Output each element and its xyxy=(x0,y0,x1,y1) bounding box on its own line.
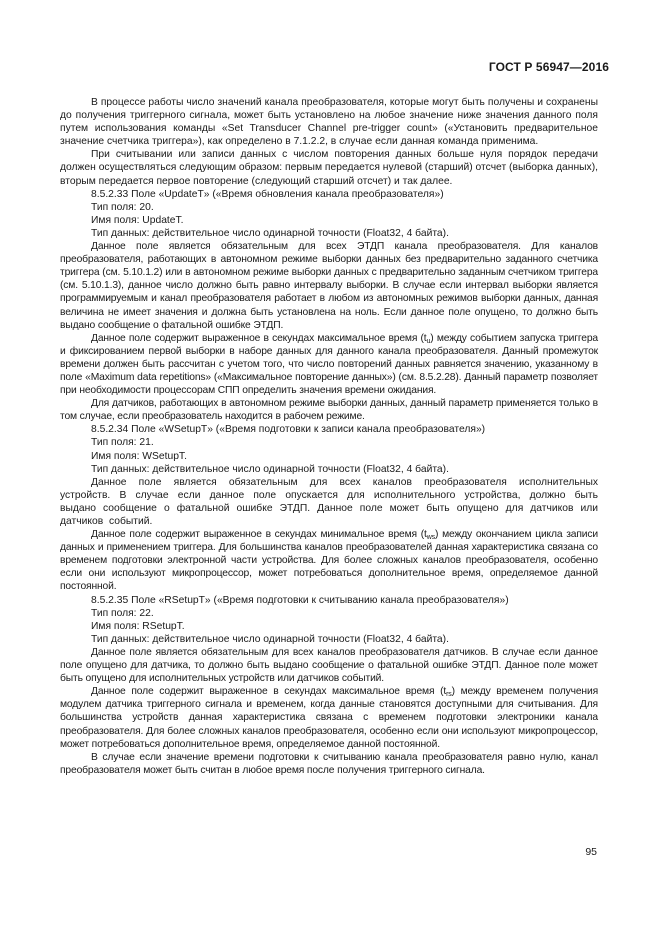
wsetupt-subscript: ws xyxy=(426,534,436,542)
page-number: 95 xyxy=(585,846,597,858)
field-name-updatet: Имя поля: UpdateT. xyxy=(91,214,184,226)
data-type-rsetupt: Тип данных: действительное число одинарной точности (Float32, 4 байта). xyxy=(91,633,449,645)
field-name-wsetupt: Имя поля: WSetupT. xyxy=(91,450,187,462)
wsetupt-text-b: ) между окончанием цикла записи данных и применением триггера. Для большинства каналов преобразователей данная характеристика связана со временем подготовки электронной части устройства. Для более сложных каналов преобразователя, особенно если они используют микропроцессор, может потребоваться дополнительное время, определяемое данной постоянной. xyxy=(60,529,598,593)
data-type-wsetupt: Тип данных: действительное число одинарной точности (Float32, 4 байта). xyxy=(91,463,449,475)
section-heading-wsetupt: 8.5.2.34 Поле «WSetupT» («Время подготовки к записи канала преобразователя») xyxy=(91,424,486,436)
wsetupt-text-a: Данное поле содержит выраженное в секундах минимальное время (t xyxy=(91,529,427,541)
field-type-wsetupt: Тип поля: 21. xyxy=(91,437,154,449)
data-type-updatet: Тип данных: действительное число одинарной точности (Float32, 4 байта). xyxy=(91,227,449,239)
paragraph-rsetupt-time xyxy=(60,685,598,750)
paragraph-updatet-time xyxy=(60,332,598,397)
section-heading-updatet: 8.5.2.33 Поле «UpdateT» («Время обновления канала преобразователя») xyxy=(91,188,444,200)
paragraph-pretrigger: В процессе работы число значений канала преобразователя, которые могут быть получены и сохранены до получения триггерного сигнала, может быть установлено на любое значение ниже значения данного поля путем использования команды «Set Transducer Channel pre-trigger count» («Установить предварительное значение счетчика триггера»), как определено в 7.1.2.2, в случае если данная команда применима. xyxy=(60,97,598,148)
field-type-rsetupt: Тип поля: 22. xyxy=(91,607,154,619)
body-text xyxy=(60,96,598,777)
paragraph-updatet-mandatory: Данное поле является обязательным для всех ЭТДП канала преобразователя. Для каналов преобразователя, работающих в автономном режиме выборки данных без предварительно заданного счетчика триггера (см. 5.10.1.2) или в автономном режиме выборки данных с предварительно заданным счетчиком триггера (см. 5.10.1.3), данное число должно быть равно интервалу выборки. В случае если интервал выборки является программируемым и канал преобразователя работает в любом из автономных режимов выборки данных, данная величина не имеет значения и должна быть установлена на ноль. Если данное поле опущено, то должно быть выдано сообщение о фатальной ошибке ЭТДП. xyxy=(60,241,598,331)
paragraph-wsetupt-mandatory: Данное поле является обязательным для всех каналов преобразователя исполнительных устройств. В случае если данное поле опускается для исполнительного устройства, должно быть выдано сообщение о фатальной ошибке ЭТДП. Данное поле может быть опущено для датчиков или датчиков событий. xyxy=(60,476,598,527)
field-type-updatet: Тип поля: 20. xyxy=(91,201,154,213)
rsetupt-text-a: Данное поле содержит выраженное в секундах максимальное время (t xyxy=(91,686,447,698)
paragraph-sensors-autonomous: Для датчиков, работающих в автономном режиме выборки данных, данный параметр применяется только в том случае, если преобразователь находится в рабочем режиме. xyxy=(60,398,598,423)
field-name-rsetupt: Имя поля: RSetupT. xyxy=(91,620,185,632)
paragraph-wsetupt-time xyxy=(60,528,598,593)
paragraph-repetition-order: При считывании или записи данных с числом повторения данных больше нуля порядок передачи должен осуществляться следующим образом: первым передается нулевой (старший) отсчет (выборка данных), вторым передается первое повторение (следующий старший отсчет) и так далее. xyxy=(60,149,598,187)
rsetupt-subscript: rs xyxy=(446,691,452,699)
rsetupt-text-b: ) между временем получения модулем датчика триггерного сигнала и временем, когда данные становятся доступными для считывания. Для большинства устройств данная характеристика связана с временем подготовки электроники канала преобразователя. Для более сложных каналов преобразователя, особенно если они используют микропроцессор, может потребоваться дополнительное время, определяемое данной постоянной. xyxy=(60,686,599,750)
updatet-subscript: u xyxy=(426,337,431,345)
paragraph-rsetupt-mandatory: Данное поле является обязательным для всех каналов преобразователя датчиков. В случае если данное поле опущено для датчика, то должно быть выдано сообщение о фатальной ошибке ЭТДП. Данное поле может быть опущено для исполнительных устройств или датчиков событий. xyxy=(60,646,598,685)
updatet-text-a: Данное поле содержит выраженное в секундах максимальное время (t xyxy=(91,332,427,344)
section-heading-rsetupt: 8.5.2.35 Поле «RSetupT» («Время подготовки к считыванию канала преобразователя») xyxy=(91,594,509,606)
standard-header: ГОСТ Р 56947—2016 xyxy=(488,60,609,74)
paragraph-rsetupt-zero: В случае если значение времени подготовки к считыванию канала преобразователя равно нулю, канал преобразователя может быть считан в любое время после получения триггерного сигнала. xyxy=(60,751,598,776)
updatet-text-b: ) между событием запуска триггера и фиксированием первой выборки в наборе данных для данного канала преобразователя. Данный промежуток времени должен быть рассчитан с учетом того, что число повторений данных равняется значению, указанному в поле «Maximum data repetitions» («Максимальное повторение данных») (см. 8.5.2.28). Данный параметр позволяет при необходимости процессорам СПП определить значения времени ожидания. xyxy=(60,332,599,397)
